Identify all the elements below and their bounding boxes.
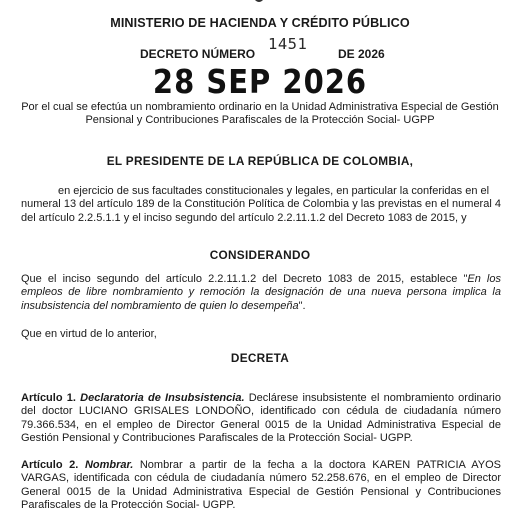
powers-paragraph	[21, 185, 501, 225]
powers-line-2: numeral 13 del artículo 189 de la Constitución Política de Colombia y las previstas en el numeral 4	[21, 198, 501, 211]
date-stamp: 28 SEP 2026	[152, 63, 368, 102]
decree-subject: Por el cual se efectúa un nombramiento ordinario en la Unidad Administrativa Especial de Gestión Pensional y Contribuciones Parafiscales de la Protección Social- UGPP	[21, 101, 499, 127]
powers-line-3: del artículo 2.2.5.1.1 y el inciso segundo del artículo 2.2.11.1.2 del Decreto 1083 de 2015, y	[21, 211, 467, 224]
consideration-1-intro: Que el inciso segundo del artículo 2.2.11.1.2 del Decreto 1083 de 2015, establece "	[21, 273, 468, 285]
issuer-heading: EL PRESIDENTE DE LA REPÚBLICA DE COLOMBIA,	[106, 154, 414, 168]
powers-line-1: en ejercicio de sus facultades constitucionales y legales, en particular la conferidas en el	[58, 185, 490, 197]
consideration-2: Que en virtud de lo anterior,	[21, 328, 157, 340]
article-1-text: Declárese insubsistente el nombramiento ordinario del doctor LUCIANO GRISALES LONDOÑO, identificado con cédula de ciudadanía número 79.366.534, en el empleo de Director General 0015 de la Unidad Administrativa Especial de Gestión Pensional y Contribuciones Parafiscales de la Protección Social- UGPP.	[21, 392, 501, 445]
article-2-text: Nombrar a partir de la fecha a la doctora KAREN PATRICIA AYOS VARGAS, identificada con cédula de ciudadanía número 52.258.676, en el empleo de Director General 0015 de la Unidad Administrativa Especial de Gestión Pensional y Contribuciones Parafiscales de la Protección Social- UGPP.	[21, 459, 502, 512]
article-2-title: Nombrar.	[84, 459, 134, 471]
article-2	[21, 459, 501, 512]
ministry-name: MINISTERIO DE HACIENDA Y CRÉDITO PÚBLICO	[110, 16, 410, 30]
decree-number-label: DECRETO NÚMERO	[140, 47, 256, 61]
decreta-heading: DECRETA	[230, 351, 290, 365]
decree-number: 1451	[268, 35, 308, 53]
consideration-1	[21, 273, 501, 313]
decree-year: DE 2026	[338, 47, 385, 61]
article-2-number: Artículo 2.	[21, 459, 79, 471]
article-1	[21, 392, 501, 446]
considerando-heading: CONSIDERANDO	[209, 248, 311, 262]
coat-of-arms-icon	[252, 0, 266, 4]
article-1-number: Artículo 1.	[21, 392, 76, 404]
consideration-1-end: ".	[298, 299, 306, 312]
consideration-1-quote: En los empleos de libre nombramiento y remoción la designación de una nueva persona implica la insubsistencia del nombramiento de quien lo desempeña	[21, 273, 501, 312]
article-1-title: Declaratoria de Insubsistencia.	[80, 392, 245, 404]
